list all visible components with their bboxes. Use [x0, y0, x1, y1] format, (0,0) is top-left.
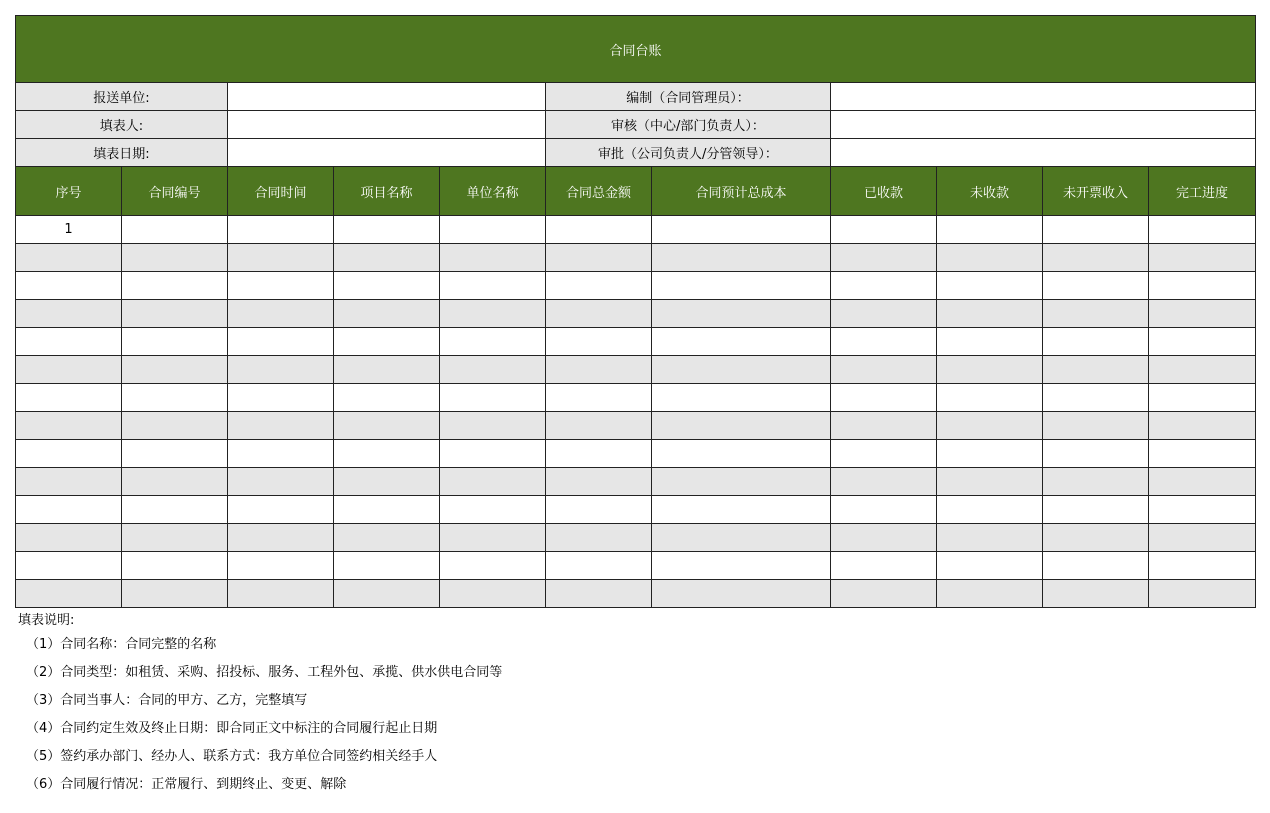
table-cell[interactable]: [1149, 440, 1256, 468]
table-cell[interactable]: [334, 580, 440, 608]
table-cell[interactable]: [652, 216, 831, 244]
table-cell[interactable]: [1149, 244, 1256, 272]
table-cell[interactable]: [652, 552, 831, 580]
table-cell[interactable]: [440, 216, 546, 244]
table-cell[interactable]: [1149, 356, 1256, 384]
table-cell[interactable]: [334, 356, 440, 384]
submit-unit-label: 报送单位:: [16, 83, 228, 111]
table-cell[interactable]: [937, 440, 1043, 468]
instruction-item: （6）合同履行情况：正常履行、到期终止、变更、解除: [26, 777, 347, 792]
table-cell[interactable]: [937, 272, 1043, 300]
table-cell[interactable]: [122, 440, 228, 468]
table-cell[interactable]: [334, 524, 440, 552]
table-cell[interactable]: [546, 300, 652, 328]
table-cell[interactable]: [16, 468, 122, 496]
table-cell[interactable]: [334, 412, 440, 440]
table-cell[interactable]: [546, 216, 652, 244]
table-cell[interactable]: [546, 356, 652, 384]
table-row: [16, 272, 1256, 300]
table-cell[interactable]: [440, 384, 546, 412]
table-cell[interactable]: [1149, 552, 1256, 580]
table-cell[interactable]: [831, 300, 937, 328]
compiler-field[interactable]: [831, 83, 1256, 111]
table-cell[interactable]: [1043, 244, 1149, 272]
instructions-title: 填表说明:: [18, 613, 75, 628]
table-cell[interactable]: [440, 356, 546, 384]
table-cell[interactable]: [334, 300, 440, 328]
table-cell[interactable]: [831, 384, 937, 412]
table-cell[interactable]: [228, 216, 334, 244]
table-cell[interactable]: [652, 412, 831, 440]
col-header-outstanding: 未收款: [937, 167, 1043, 216]
table-cell[interactable]: [440, 412, 546, 440]
table-cell[interactable]: [16, 356, 122, 384]
column-header-row: [16, 167, 1256, 216]
table-cell[interactable]: [16, 524, 122, 552]
table-cell[interactable]: [546, 384, 652, 412]
table-cell[interactable]: [228, 356, 334, 384]
approver-label: 审批（公司负责人/分管领导）：: [546, 139, 831, 167]
table-cell[interactable]: [546, 580, 652, 608]
table-row: [16, 412, 1256, 440]
table-row: [16, 440, 1256, 468]
col-header-project-name: 项目名称: [334, 167, 440, 216]
table-cell[interactable]: [16, 328, 122, 356]
instruction-item: （3）合同当事人：合同的甲方、乙方，完整填写: [26, 693, 308, 708]
col-header-unit-name: 单位名称: [440, 167, 546, 216]
table-cell[interactable]: [16, 384, 122, 412]
table-row: [16, 524, 1256, 552]
table-cell[interactable]: [831, 552, 937, 580]
table-cell[interactable]: 1: [16, 216, 122, 244]
col-header-estimated-cost: 合同预计总成本: [652, 167, 831, 216]
table-cell[interactable]: [652, 328, 831, 356]
table-cell[interactable]: [122, 272, 228, 300]
table-cell[interactable]: [937, 300, 1043, 328]
filler-field[interactable]: [228, 111, 546, 139]
table-cell[interactable]: [937, 244, 1043, 272]
instruction-item: （1）合同名称：合同完整的名称: [26, 637, 217, 652]
table-cell[interactable]: [652, 468, 831, 496]
table-row: [16, 356, 1256, 384]
table-cell[interactable]: [1149, 580, 1256, 608]
table-cell[interactable]: [831, 412, 937, 440]
reviewer-label: 审核（中心/部门负责人）：: [546, 111, 831, 139]
table-cell[interactable]: [546, 412, 652, 440]
table-cell[interactable]: [228, 440, 334, 468]
table-cell[interactable]: [122, 328, 228, 356]
table-cell[interactable]: [228, 328, 334, 356]
table-cell[interactable]: [937, 384, 1043, 412]
table-cell[interactable]: [1149, 384, 1256, 412]
table-cell[interactable]: [546, 524, 652, 552]
table-cell[interactable]: [831, 216, 937, 244]
table-cell[interactable]: [228, 272, 334, 300]
table-cell[interactable]: [16, 412, 122, 440]
table-row: [16, 216, 1256, 244]
table-cell[interactable]: [228, 552, 334, 580]
filler-label: 填表人:: [16, 111, 228, 139]
table-cell[interactable]: [440, 580, 546, 608]
col-header-contract-no: 合同编号: [122, 167, 228, 216]
table-cell[interactable]: [440, 468, 546, 496]
table-cell[interactable]: [1149, 496, 1256, 524]
table-cell[interactable]: [1043, 440, 1149, 468]
table-cell[interactable]: [228, 580, 334, 608]
table-cell[interactable]: [1149, 524, 1256, 552]
table-cell[interactable]: [122, 412, 228, 440]
table-cell[interactable]: [16, 300, 122, 328]
table-cell[interactable]: [1043, 384, 1149, 412]
table-row: [16, 328, 1256, 356]
table-cell[interactable]: [1043, 524, 1149, 552]
table-cell[interactable]: [937, 552, 1043, 580]
table-cell[interactable]: [16, 272, 122, 300]
table-row: [16, 496, 1256, 524]
table-cell[interactable]: [831, 524, 937, 552]
table-cell[interactable]: [546, 272, 652, 300]
instruction-item: （4）合同约定生效及终止日期：即合同正文中标注的合同履行起止日期: [26, 721, 438, 736]
col-header-completion: 完工进度: [1149, 167, 1256, 216]
table-cell[interactable]: [440, 496, 546, 524]
approver-field[interactable]: [831, 139, 1256, 167]
table-cell[interactable]: [16, 580, 122, 608]
table-cell[interactable]: [652, 356, 831, 384]
col-header-received: 已收款: [831, 167, 937, 216]
table-cell[interactable]: [831, 328, 937, 356]
table-row: [16, 468, 1256, 496]
table-cell[interactable]: [1043, 300, 1149, 328]
table-cell[interactable]: [937, 496, 1043, 524]
table-cell[interactable]: [546, 468, 652, 496]
table-cell[interactable]: [1043, 580, 1149, 608]
table-cell[interactable]: [937, 356, 1043, 384]
table-cell[interactable]: [228, 412, 334, 440]
table-cell[interactable]: [831, 580, 937, 608]
table-row: [16, 552, 1256, 580]
table-cell[interactable]: [440, 552, 546, 580]
table-cell[interactable]: [440, 328, 546, 356]
table-cell[interactable]: [1149, 216, 1256, 244]
reviewer-field[interactable]: [831, 111, 1256, 139]
compiler-label: 编制（合同管理员）：: [546, 83, 831, 111]
table-cell[interactable]: [1043, 216, 1149, 244]
table-cell[interactable]: [652, 244, 831, 272]
table-cell[interactable]: [937, 216, 1043, 244]
table-cell[interactable]: [652, 384, 831, 412]
table-cell[interactable]: [122, 216, 228, 244]
table-cell[interactable]: [16, 496, 122, 524]
table-cell[interactable]: [1043, 552, 1149, 580]
table-cell[interactable]: [1043, 272, 1149, 300]
table-cell[interactable]: [334, 440, 440, 468]
table-cell[interactable]: [546, 440, 652, 468]
table-cell[interactable]: [334, 384, 440, 412]
table-cell[interactable]: [334, 328, 440, 356]
table-cell[interactable]: [440, 300, 546, 328]
table-cell[interactable]: [122, 384, 228, 412]
table-cell[interactable]: [937, 412, 1043, 440]
instruction-item: （2）合同类型：如租赁、采购、招投标、服务、工程外包、承揽、供水供电合同等: [26, 665, 503, 680]
col-header-total-amount: 合同总金额: [546, 167, 652, 216]
ledger-body: [16, 216, 1256, 608]
col-header-contract-date: 合同时间: [228, 167, 334, 216]
table-cell[interactable]: [831, 356, 937, 384]
table-cell[interactable]: [122, 496, 228, 524]
table-cell[interactable]: [16, 244, 122, 272]
table-cell[interactable]: [228, 468, 334, 496]
ledger-title: 合同台账: [16, 16, 1256, 83]
table-cell[interactable]: [1149, 272, 1256, 300]
table-cell[interactable]: [122, 244, 228, 272]
table-cell[interactable]: [228, 524, 334, 552]
table-cell[interactable]: [228, 300, 334, 328]
col-header-index: 序号: [16, 167, 122, 216]
table-cell[interactable]: [122, 356, 228, 384]
table-cell[interactable]: [1043, 328, 1149, 356]
table-cell[interactable]: [652, 496, 831, 524]
table-cell[interactable]: [652, 440, 831, 468]
table-cell[interactable]: [1149, 468, 1256, 496]
submit-unit-field[interactable]: [228, 83, 546, 111]
table-cell[interactable]: [937, 468, 1043, 496]
table-cell[interactable]: [652, 300, 831, 328]
table-cell[interactable]: [334, 272, 440, 300]
contract-ledger-table: [15, 15, 1256, 608]
table-cell[interactable]: [652, 272, 831, 300]
table-cell[interactable]: [122, 300, 228, 328]
table-cell[interactable]: [1043, 468, 1149, 496]
table-cell[interactable]: [937, 580, 1043, 608]
table-cell[interactable]: [546, 328, 652, 356]
table-cell[interactable]: [1043, 496, 1149, 524]
table-cell[interactable]: [440, 272, 546, 300]
table-cell[interactable]: [1149, 300, 1256, 328]
table-cell[interactable]: [440, 524, 546, 552]
table-cell[interactable]: [122, 552, 228, 580]
col-header-uninvoiced-income: 未开票收入: [1043, 167, 1149, 216]
table-cell[interactable]: [1149, 328, 1256, 356]
table-cell[interactable]: [334, 244, 440, 272]
instructions: [18, 611, 502, 799]
table-row: [16, 300, 1256, 328]
table-cell[interactable]: [831, 496, 937, 524]
table-cell[interactable]: [334, 552, 440, 580]
fill-date-field[interactable]: [228, 139, 546, 167]
table-cell[interactable]: [546, 244, 652, 272]
table-cell[interactable]: [440, 244, 546, 272]
table-cell[interactable]: [831, 440, 937, 468]
instruction-item: （5）签约承办部门、经办人、联系方式：我方单位合同签约相关经手人: [26, 749, 438, 764]
table-cell[interactable]: [546, 496, 652, 524]
table-cell[interactable]: [831, 244, 937, 272]
table-cell[interactable]: [228, 496, 334, 524]
table-cell[interactable]: [937, 328, 1043, 356]
table-cell[interactable]: [831, 272, 937, 300]
table-cell[interactable]: [546, 552, 652, 580]
table-cell[interactable]: [937, 524, 1043, 552]
table-cell[interactable]: [16, 440, 122, 468]
table-cell[interactable]: [334, 496, 440, 524]
table-cell[interactable]: [122, 580, 228, 608]
table-cell[interactable]: [228, 384, 334, 412]
table-cell[interactable]: [831, 468, 937, 496]
table-cell[interactable]: [1043, 412, 1149, 440]
table-cell[interactable]: [1149, 412, 1256, 440]
table-cell[interactable]: [440, 440, 546, 468]
table-cell[interactable]: [122, 524, 228, 552]
table-cell[interactable]: [652, 580, 831, 608]
table-row: [16, 384, 1256, 412]
table-cell[interactable]: [228, 244, 334, 272]
table-row: [16, 244, 1256, 272]
table-cell[interactable]: [16, 552, 122, 580]
table-cell[interactable]: [122, 468, 228, 496]
table-row: [16, 580, 1256, 608]
table-cell[interactable]: [1043, 356, 1149, 384]
table-cell[interactable]: [334, 216, 440, 244]
table-cell[interactable]: [334, 468, 440, 496]
table-cell[interactable]: [652, 524, 831, 552]
fill-date-label: 填表日期:: [16, 139, 228, 167]
